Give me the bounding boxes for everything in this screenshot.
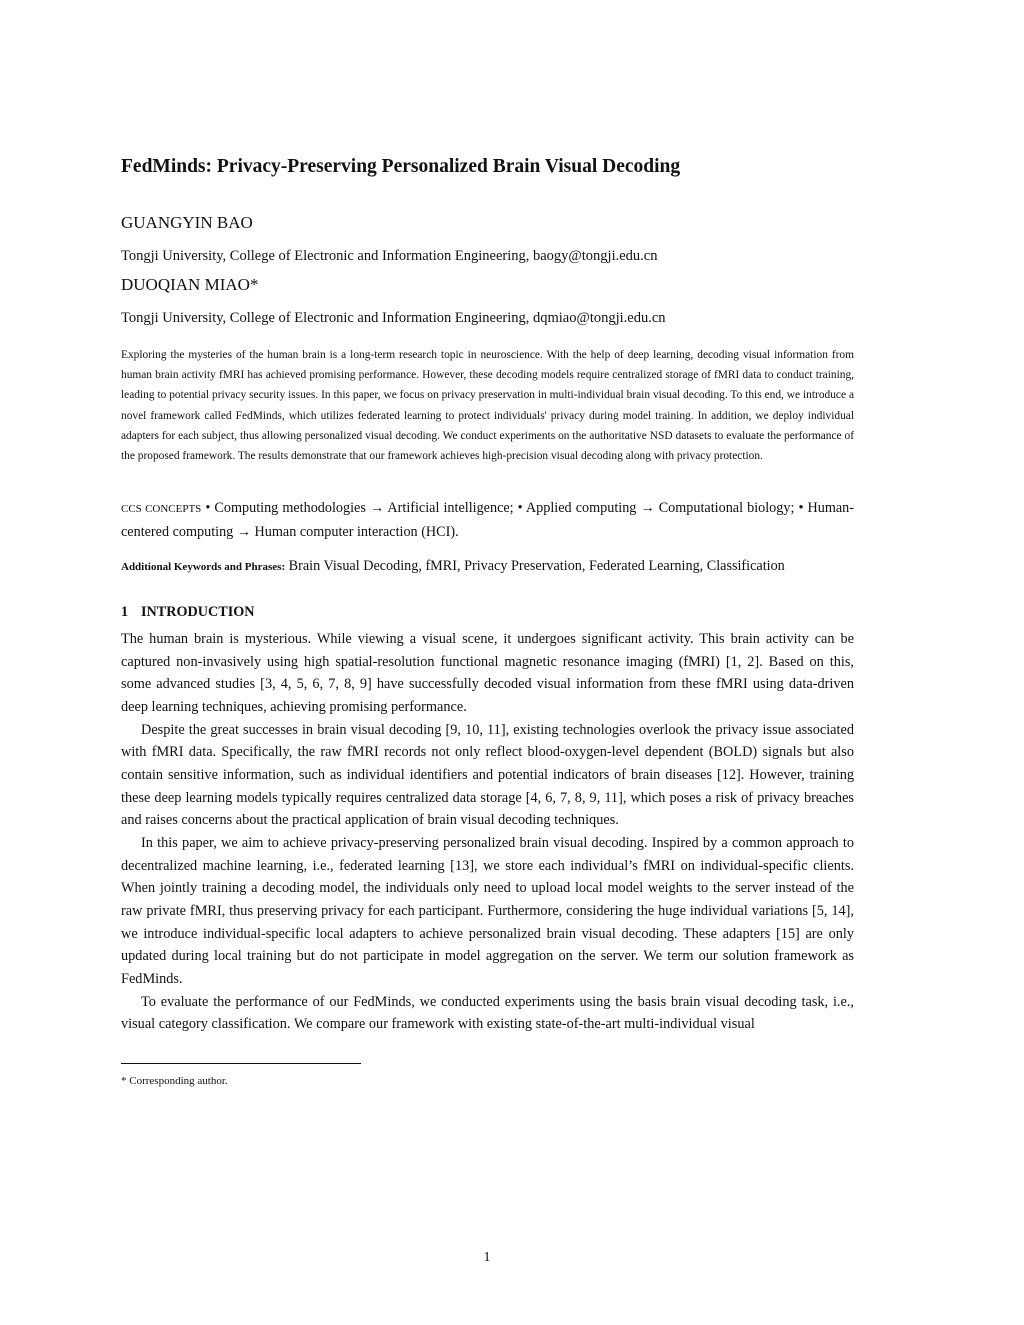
keywords-label: Additional Keywords and Phrases:	[121, 561, 286, 573]
body-paragraph: To evaluate the performance of our FedMinds, we conducted experiments using the basis brain visual decoding task, i.e., visual category classification. We compare our framework with existing state-of-the-art multi-individual visual	[121, 993, 854, 1033]
abstract: Exploring the mysteries of the human brain is a long-term research topic in neuroscience. With the help of deep learning, decoding visual information from human brain activity fMRI has achieved promising performance. However, these decoding models require centralized storage of fMRI data to conduct training, leading to potential privacy security issues. In this paper, we focus on privacy preservation in multi-individual brain visual decoding. To this end, we introduce a novel framework called FedMinds, which utilizes federated learning to protect individuals' privacy during model training. In addition, we deploy individual adapters for each subject, thus allowing personalized visual decoding. We conduct experiments on the authoritative NSD datasets to evaluate the performance of the proposed framework. The results demonstrate that our framework achieves high-precision visual decoding along with privacy protection.	[121, 349, 854, 463]
ccs-label: CCS CONCEPTS	[121, 503, 202, 515]
section-title: INTRODUCTION	[141, 604, 255, 620]
author-affiliation: Tongji University, College of Electronic and Information Engineering, baogy@tongji.edu.cn	[121, 248, 658, 264]
author-name: GUANGYIN BAO	[121, 213, 253, 232]
section-number: 1	[121, 604, 129, 620]
author-name: DUOQIAN MIAO*	[121, 275, 259, 294]
ccs-concepts	[121, 497, 854, 543]
footnote-divider	[121, 1063, 361, 1064]
paper-title: FedMinds: Privacy-Preserving Personalized Brain Visual Decoding	[121, 156, 681, 177]
ccs-text: • Computing methodologies → Artificial intelligence; • Applied computing → Computational biology; • Human-centered computing → Human computer interaction (HCI).	[121, 500, 854, 540]
keywords-text: Brain Visual Decoding, fMRI, Privacy Preservation, Federated Learning, Classification	[285, 558, 785, 574]
body-paragraph: In this paper, we aim to achieve privacy-preserving personalized brain visual decoding. Inspired by a common approach to decentralized machine learning, i.e., federated learning [13], we store each individual’s fMRI on individual-specific clients. When jointly training a decoding model, the individuals only need to upload local model weights to the server instead of the raw private fMRI, thus preserving privacy for each participant. Furthermore, considering the huge individual variations [5, 14], we introduce individual-specific local adapters to achieve personalized brain visual decoding. These adapters [15] are only updated during local training but do not participate in model aggregation on the server. We term our solution framework as FedMinds.	[121, 834, 854, 987]
introduction-body	[121, 628, 854, 1036]
body-paragraph: The human brain is mysterious. While viewing a visual scene, it undergoes significant activity. This brain activity can be captured non-invasively using high spatial-resolution functional magnetic resonance imaging (fMRI) [1, 2]. Based on this, some advanced studies [3, 4, 5, 6, 7, 8, 9] have successfully decoded visual information from these fMRI using data-driven deep learning techniques, achieving promising performance.	[121, 631, 854, 715]
keywords	[121, 556, 861, 577]
body-paragraph: Despite the great successes in brain visual decoding [9, 10, 11], existing technologies overlook the privacy issue associated with fMRI data. Specifically, the raw fMRI records not only reflect blood-oxygen-level dependent (BOLD) signals but also contain sensitive information, such as individual identifiers and potential indicators of brain diseases [12]. However, training these deep learning models typically requires centralized data storage [4, 6, 7, 8, 9, 11], which poses a risk of privacy breaches and raises concerns about the practical application of brain visual decoding techniques.	[121, 721, 854, 829]
page-number: 1	[483, 1250, 491, 1265]
section-heading	[121, 602, 255, 622]
author-affiliation: Tongji University, College of Electronic and Information Engineering, dqmiao@tongji.edu.cn	[121, 310, 666, 326]
footnote: * Corresponding author.	[121, 1075, 228, 1087]
